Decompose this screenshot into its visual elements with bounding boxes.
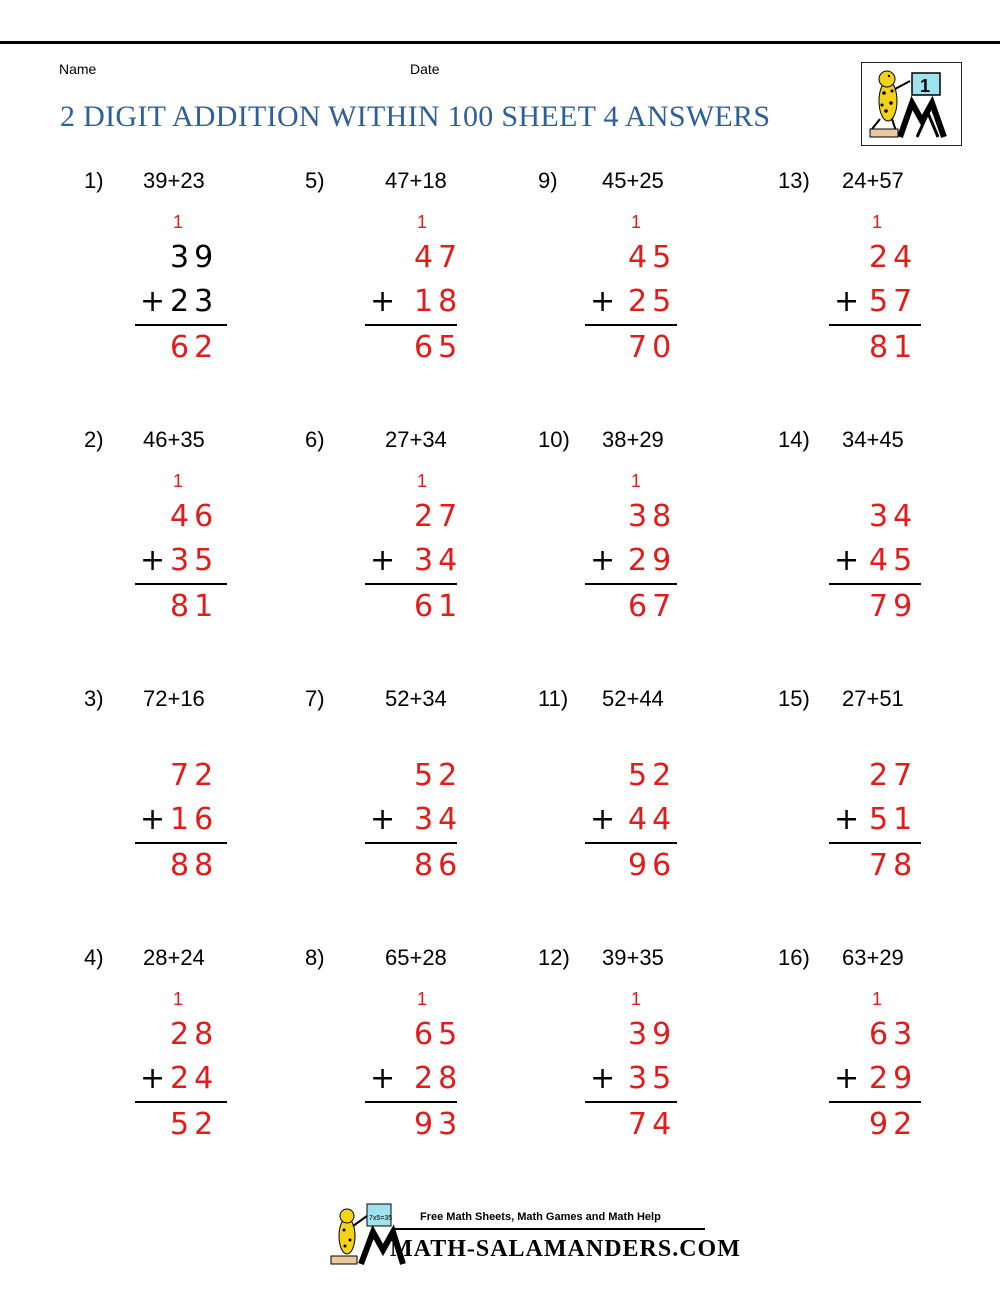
carry-digit: 1 bbox=[173, 989, 184, 1009]
top-operand: 38 bbox=[628, 499, 677, 534]
answer-sum: 81 bbox=[170, 589, 219, 624]
answer-sum: 67 bbox=[628, 589, 677, 624]
bottom-operand: 16 bbox=[170, 802, 219, 837]
top-operand: 52 bbox=[628, 758, 677, 793]
carry-digit: 1 bbox=[872, 989, 883, 1009]
problem-expression: 24+57 bbox=[842, 168, 904, 193]
plus-sign: + bbox=[834, 284, 860, 319]
plus-sign: + bbox=[834, 1061, 860, 1096]
answer-sum: 86 bbox=[414, 848, 463, 883]
problem-expression: 52+34 bbox=[385, 686, 447, 711]
bottom-operand: 24 bbox=[170, 1061, 219, 1096]
problem-14 bbox=[0, 427, 1000, 627]
sum-line bbox=[829, 583, 921, 585]
top-operand: 27 bbox=[414, 499, 463, 534]
plus-sign: + bbox=[370, 284, 396, 319]
answer-sum: 65 bbox=[414, 330, 463, 365]
logo-badge: 1 bbox=[920, 76, 931, 96]
plus-sign: + bbox=[370, 802, 396, 837]
answer-sum: 92 bbox=[869, 1107, 918, 1142]
plus-sign: + bbox=[140, 284, 166, 319]
answer-sum: 93 bbox=[414, 1107, 463, 1142]
answer-sum: 88 bbox=[170, 848, 219, 883]
footer-tagline: Free Math Sheets, Math Games and Math Help bbox=[420, 1211, 661, 1223]
answer-sum: 61 bbox=[414, 589, 463, 624]
problem-number: 8) bbox=[305, 945, 325, 970]
top-operand: 72 bbox=[170, 758, 219, 793]
carry-digit: 1 bbox=[417, 212, 428, 232]
top-operand: 63 bbox=[869, 1017, 918, 1052]
problem-number: 4) bbox=[84, 945, 104, 970]
top-operand: 47 bbox=[414, 240, 463, 275]
bottom-operand: 45 bbox=[869, 543, 918, 578]
bottom-operand: 51 bbox=[869, 802, 918, 837]
bottom-operand: 23 bbox=[170, 284, 219, 319]
problem-number: 3) bbox=[84, 686, 104, 711]
top-operand: 24 bbox=[869, 240, 918, 275]
carry-digit: 1 bbox=[631, 471, 642, 491]
carry-digit: 1 bbox=[631, 212, 642, 232]
answer-sum: 79 bbox=[869, 589, 918, 624]
problem-number: 10) bbox=[538, 427, 570, 452]
name-label: Name bbox=[59, 61, 97, 77]
problem-expression: 45+25 bbox=[602, 168, 664, 193]
plus-sign: + bbox=[370, 1061, 396, 1096]
problem-number: 14) bbox=[778, 427, 810, 452]
top-operand: 52 bbox=[414, 758, 463, 793]
problem-number: 7) bbox=[305, 686, 325, 711]
problem-expression: 28+24 bbox=[143, 945, 205, 970]
bottom-operand: 34 bbox=[414, 543, 463, 578]
problem-expression: 47+18 bbox=[385, 168, 447, 193]
salamander-logo bbox=[861, 62, 962, 146]
top-operand: 28 bbox=[170, 1017, 219, 1052]
carry-digit: 1 bbox=[631, 989, 642, 1009]
top-operand: 45 bbox=[628, 240, 677, 275]
answer-sum: 52 bbox=[170, 1107, 219, 1142]
problem-expression: 38+29 bbox=[602, 427, 664, 452]
top-operand: 34 bbox=[869, 499, 918, 534]
salamander-logo-icon bbox=[862, 63, 961, 145]
bottom-operand: 34 bbox=[414, 802, 463, 837]
problem-expression: 27+34 bbox=[385, 427, 447, 452]
plus-sign: + bbox=[140, 802, 166, 837]
bottom-operand: 35 bbox=[170, 543, 219, 578]
bottom-operand: 44 bbox=[628, 802, 677, 837]
bottom-operand: 35 bbox=[628, 1061, 677, 1096]
plus-sign: + bbox=[370, 543, 396, 578]
problem-number: 5) bbox=[305, 168, 325, 193]
carry-digit: 1 bbox=[173, 471, 184, 491]
bottom-operand: 29 bbox=[628, 543, 677, 578]
plus-sign: + bbox=[834, 802, 860, 837]
problem-expression: 27+51 bbox=[842, 686, 904, 711]
plus-sign: + bbox=[590, 802, 616, 837]
answer-sum: 81 bbox=[869, 330, 918, 365]
problem-15 bbox=[0, 686, 1000, 886]
problem-number: 9) bbox=[538, 168, 558, 193]
bottom-operand: 18 bbox=[414, 284, 463, 319]
plus-sign: + bbox=[140, 1061, 166, 1096]
problem-expression: 63+29 bbox=[842, 945, 904, 970]
top-rule bbox=[0, 41, 1000, 44]
sum-line bbox=[829, 1101, 921, 1103]
carry-digit: 1 bbox=[417, 471, 428, 491]
problem-expression: 65+28 bbox=[385, 945, 447, 970]
problem-expression: 72+16 bbox=[143, 686, 205, 711]
footer-rule bbox=[395, 1228, 705, 1230]
problem-13 bbox=[0, 168, 1000, 368]
footer-badge-text: 7x5=35 bbox=[369, 1215, 393, 1222]
problem-number: 2) bbox=[84, 427, 104, 452]
top-operand: 39 bbox=[170, 240, 219, 275]
answer-sum: 74 bbox=[628, 1107, 677, 1142]
problem-number: 16) bbox=[778, 945, 810, 970]
problem-number: 1) bbox=[84, 168, 104, 193]
top-operand: 27 bbox=[869, 758, 918, 793]
bottom-operand: 25 bbox=[628, 284, 677, 319]
top-operand: 39 bbox=[628, 1017, 677, 1052]
top-operand: 65 bbox=[414, 1017, 463, 1052]
problem-number: 15) bbox=[778, 686, 810, 711]
problem-expression: 52+44 bbox=[602, 686, 664, 711]
problem-expression: 34+45 bbox=[842, 427, 904, 452]
problem-expression: 39+23 bbox=[143, 168, 205, 193]
answer-sum: 96 bbox=[628, 848, 677, 883]
bottom-operand: 29 bbox=[869, 1061, 918, 1096]
sum-line bbox=[829, 324, 921, 326]
bottom-operand: 57 bbox=[869, 284, 918, 319]
page-title: 2 DIGIT ADDITION WITHIN 100 SHEET 4 ANSWERS bbox=[60, 100, 771, 133]
problem-number: 6) bbox=[305, 427, 325, 452]
top-operand: 46 bbox=[170, 499, 219, 534]
problem-number: 12) bbox=[538, 945, 570, 970]
date-label: Date bbox=[410, 61, 440, 77]
plus-sign: + bbox=[590, 543, 616, 578]
footer-site-link[interactable]: MATH-SALAMANDERS.COM bbox=[390, 1236, 741, 1262]
carry-digit: 1 bbox=[872, 212, 883, 232]
problem-number: 13) bbox=[778, 168, 810, 193]
plus-sign: + bbox=[140, 543, 166, 578]
problem-16 bbox=[0, 945, 1000, 1145]
sum-line bbox=[829, 842, 921, 844]
plus-sign: + bbox=[834, 543, 860, 578]
answer-sum: 62 bbox=[170, 330, 219, 365]
carry-digit: 1 bbox=[417, 989, 428, 1009]
plus-sign: + bbox=[590, 284, 616, 319]
problem-number: 11) bbox=[538, 686, 569, 711]
answer-sum: 70 bbox=[628, 330, 677, 365]
answer-sum: 78 bbox=[869, 848, 918, 883]
bottom-operand: 28 bbox=[414, 1061, 463, 1096]
plus-sign: + bbox=[590, 1061, 616, 1096]
carry-digit: 1 bbox=[173, 212, 184, 232]
problem-expression: 39+35 bbox=[602, 945, 664, 970]
problem-expression: 46+35 bbox=[143, 427, 205, 452]
